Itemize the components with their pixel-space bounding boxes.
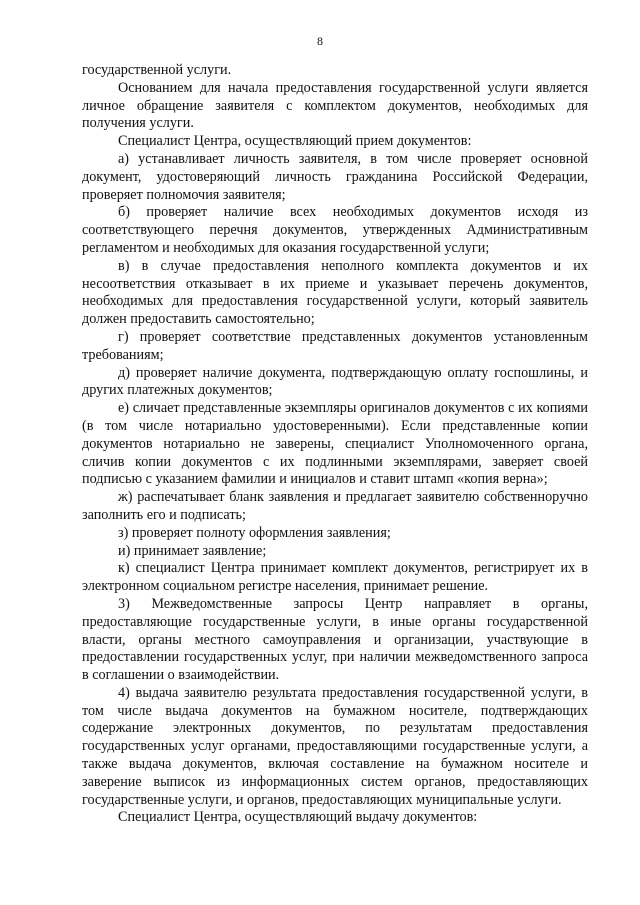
paragraph-reception-specialist: Специалист Центра, осуществляющий прием документов: xyxy=(118,133,472,150)
list-item-b: б) проверяет наличие всех необходимых документов исходя из соответствующего перечня документов, утвержденных Административным регламентом и необходимых для оказания государственной услуги; xyxy=(82,204,588,256)
paragraph-issuance-specialist: Специалист Центра, осуществляющий выдачу документов: xyxy=(118,809,478,826)
list-item-i: и) принимает заявление; xyxy=(118,542,267,559)
paragraph-basis: Основанием для начала предоставления государственной услуги является личное обращение заявителя с комплектом документов, необходимых для получения услуги. xyxy=(82,79,588,132)
list-item-k: к) специалист Центра принимает комплект документов, регистрирует их в электронном социальном регистре населения, принимает решение. xyxy=(82,560,588,595)
list-item-d: д) проверяет наличие документа, подтверждающую оплату госпошлины, и других платежных документов; xyxy=(82,364,588,399)
list-item-zh: ж) распечатывает бланк заявления и предлагает заявителю собственноручно заполнить его и подписать; xyxy=(82,489,588,523)
paragraph-item-3: 3) Межведомственные запросы Центр направляет в органы, предоставляющие государственные услуги, в иные органы государственной власти, органы местного самоуправления и организации, участвующие в предоставлении государственных услуг, при наличии межведомственного запроса в соглашении о взаимодействии. xyxy=(82,595,588,684)
page-number: 8 xyxy=(317,34,323,48)
list-item-g: г) проверяет соответствие представленных документов установленным требованиям; xyxy=(82,328,588,363)
list-item-e: е) сличает представленные экземпляры оригиналов документов с их копиями (в том числе нотариально удостоверенными). Если представленные копии документов нотариально не заверены, специалист Уполномоченного органа, сличив копии документов с их подлинными экземплярами, заверяет своей подписью с указанием фамилии и инициалов и ставит штамп «копия верна»; xyxy=(82,400,588,488)
paragraph-item-4: 4) выдача заявителю результата предоставления государственной услуги, в том числе выдача документов на бумажном носителе, подтверждающих содержание электронных документов, по результатам предоставления государственных услуг органами, предоставляющими государственные услуги, а также выдача документов, включая составление на бумажном носителе и заверение выписок из информационных систем органов, предоставляющих государственные услуги, и органов, предоставляющих муниципальные услуги. xyxy=(82,684,588,808)
list-item-v: в) в случае предоставления неполного комплекта документов и их несоответствия отказывает в их приеме и указывает перечень документов, необходимых для предоставления государственной услуги, который заявитель должен предоставить самостоятельно; xyxy=(82,257,588,328)
document-body xyxy=(82,62,588,827)
list-item-z: з) проверяет полноту оформления заявления; xyxy=(118,524,391,541)
paragraph-continuation: государственной услуги. xyxy=(82,62,232,78)
list-item-a: а) устанавливает личность заявителя, в том числе проверяет основной документ, удостоверяющий личность гражданина Российской Федерации, проверяет полномочия заявителя; xyxy=(82,150,588,203)
